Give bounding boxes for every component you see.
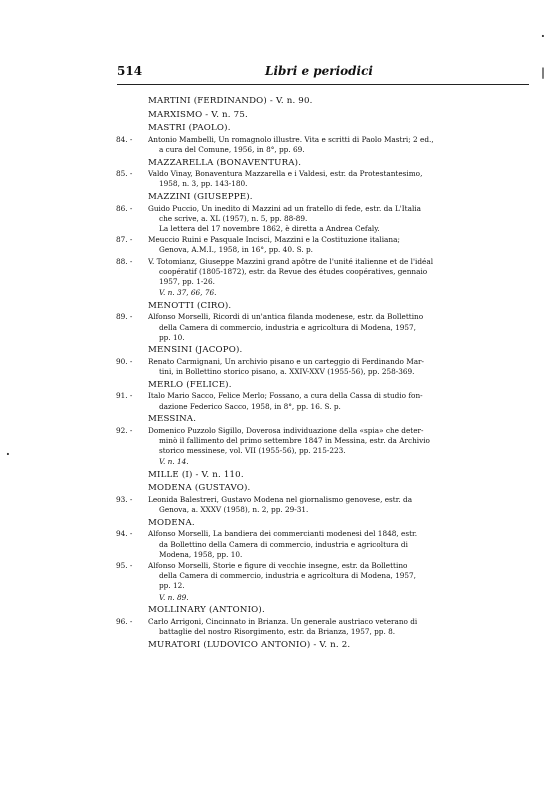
subject-heading: MERLO (FELICE). bbox=[148, 379, 232, 390]
entry-line: Renato Carmignani, Un archivio pisano e un carteggio di Ferdinando Mar- bbox=[148, 356, 425, 366]
page-number: 514 bbox=[117, 64, 143, 78]
entry-number: 92. - bbox=[116, 425, 133, 435]
entry-line: della Camera di commercio, industria e agricoltura di Modena, 1957, bbox=[159, 571, 416, 581]
subject-heading: MILLE (I) - V. n. 110. bbox=[148, 469, 244, 480]
entry-number: 86. - bbox=[116, 203, 133, 213]
bibliography-entry bbox=[116, 312, 531, 343]
entry-number: 87. - bbox=[116, 235, 133, 245]
subject-heading: MENSINI (JACOPO). bbox=[148, 345, 243, 356]
subject-heading: MENOTTI (CIRO). bbox=[148, 300, 232, 311]
bibliography-entry bbox=[116, 560, 531, 592]
entry-number: 95. - bbox=[116, 560, 133, 570]
entry-line: a cura del Comune, 1956, in 8°, pp. 69. bbox=[159, 144, 305, 154]
entry-line: Leonida Balestreri, Gustavo Modena nel giornalismo genovese, estr. da bbox=[148, 494, 413, 504]
subject-heading: MARXISMO - V. n. 75. bbox=[148, 109, 248, 120]
margin-mark: · bbox=[541, 30, 545, 43]
entry-line: Modena, 1958, pp. 10. bbox=[159, 549, 243, 559]
entry-number: 96. - bbox=[116, 616, 133, 626]
entry-line: Genova, a. XXXV (1958), n. 2, pp. 29-31. bbox=[159, 505, 309, 515]
entry-line: 1957, pp. 1-26. bbox=[159, 276, 215, 286]
entry-line: Domenico Puzzolo Sigillo, Doverosa individuazione della «spia» che deter- bbox=[148, 425, 424, 435]
bibliography-list bbox=[0, 94, 550, 651]
entry-number: 91. - bbox=[116, 391, 133, 401]
bibliography-entry bbox=[116, 616, 531, 637]
margin-mark: | bbox=[541, 66, 546, 79]
entry-number: 94. - bbox=[116, 529, 133, 539]
entry-number: 89. - bbox=[116, 312, 133, 322]
entry-line: della Camera di commercio, industria e agricoltura di Modena, 1957, bbox=[159, 322, 416, 332]
header-rule bbox=[117, 84, 529, 85]
cross-reference: V. n. 14. bbox=[159, 457, 189, 467]
cross-reference: V. n. 37, 66, 76. bbox=[159, 288, 217, 298]
subject-heading: MAZZINI (GIUSEPPE). bbox=[148, 191, 253, 202]
subject-heading: MESSINA. bbox=[148, 414, 197, 425]
entry-line: Valdo Vinay, Bonaventura Mazzarella e i Valdesi, estr. da Protestantesimo, bbox=[148, 169, 423, 179]
subject-heading: MAZZARELLA (BONAVENTURA). bbox=[148, 157, 302, 168]
margin-mark: · bbox=[6, 448, 10, 461]
entry-line: Alfonso Morselli, La bandiera dei commercianti modenesi del 1848, estr. bbox=[148, 529, 418, 539]
entry-line: tini, in Bollettino storico pisano, a. XXIV-XXV (1955-56), pp. 258-369. bbox=[159, 367, 415, 377]
entry-line: storico messinese, vol. VII (1955-56), pp. 215-223. bbox=[159, 446, 346, 456]
running-title: Libri e periodici bbox=[265, 64, 373, 78]
entry-line: Italo Mario Sacco, Felice Merlo; Fossano, a cura della Cassa di studio fon- bbox=[148, 391, 423, 401]
bibliography-entry bbox=[116, 203, 531, 235]
bibliography-entry bbox=[116, 134, 531, 155]
entry-line: da Bollettino della Camera di commercio, industria e agricoltura di bbox=[159, 539, 408, 549]
entry-number: 88. - bbox=[116, 256, 133, 266]
cross-reference: V. n. 89. bbox=[159, 592, 189, 602]
bibliography-entry bbox=[116, 425, 531, 457]
entry-line: che scrive, a. XL (1957), n. 5, pp. 88-89. bbox=[159, 213, 308, 223]
bibliography-entry bbox=[116, 529, 531, 560]
bibliography-entry bbox=[116, 256, 531, 288]
page-header bbox=[117, 64, 529, 80]
entry-line: Carlo Arrigoni, Cincinnato in Brianza. Un generale austriaco veterano di bbox=[148, 616, 418, 626]
entry-line: Genova, A.M.I., 1958, in 16°, pp. 40. S. p. bbox=[159, 245, 313, 255]
entry-line: La lettera del 17 novembre 1862, è diretta a Andrea Cefaly. bbox=[159, 223, 380, 233]
entry-line: Meuccio Ruini e Pasquale Incisci, Mazzini e la Costituzione italiana; bbox=[148, 235, 400, 245]
subject-heading: MASTRI (PAOLO). bbox=[148, 123, 231, 134]
subject-heading: MARTINI (FERDINANDO) - V. n. 90. bbox=[148, 96, 313, 107]
entry-number: 85. - bbox=[116, 169, 133, 179]
entry-line: V. Totomianz, Giuseppe Mazzini grand apôtre de l'unité italienne et de l'idéal bbox=[148, 256, 434, 266]
bibliography-entry bbox=[116, 169, 531, 189]
entry-number: 90. - bbox=[116, 356, 133, 366]
entry-line: minò il fallimento del primo settembre 1847 in Messina, estr. da Archivio bbox=[159, 435, 430, 445]
subject-heading: MODENA. bbox=[148, 517, 195, 528]
subject-heading: MURATORI (LUDOVICO ANTONIO) - V. n. 2. bbox=[148, 639, 351, 650]
entry-line: coopératif (1805-1872), estr. da Revue des études coopératives, gennaio bbox=[159, 266, 428, 276]
entry-line: battaglie del nostro Risorgimento, estr. da Brianza, 1957, pp. 8. bbox=[159, 626, 396, 636]
entry-line: pp. 10. bbox=[159, 332, 185, 342]
bibliography-entry bbox=[116, 494, 531, 515]
bibliography-entry bbox=[116, 391, 531, 411]
entry-line: dazione Federico Sacco, 1958, in 8°, pp. 16. S. p. bbox=[159, 401, 341, 411]
entry-line: 1958, n. 3, pp. 143-180. bbox=[159, 179, 248, 189]
entry-line: pp. 12. bbox=[159, 581, 185, 591]
entry-line: Alfonso Morselli, Storie e figure di vecchie insegne, estr. da Bollettino bbox=[148, 560, 408, 570]
subject-heading: MODENA (GUSTAVO). bbox=[148, 483, 251, 494]
bibliography-entry bbox=[116, 356, 531, 377]
entry-line: Antonio Mambelli, Un romagnolo illustre. Vita e scritti di Paolo Mastri; 2 ed., bbox=[148, 134, 434, 144]
entry-line: Guido Puccio, Un inedito di Mazzini ad un fratello di fede, estr. da L'Italia bbox=[148, 203, 421, 213]
bibliography-entry bbox=[116, 235, 531, 255]
subject-heading: MOLLINARY (ANTONIO). bbox=[148, 605, 265, 616]
entry-number: 84. - bbox=[116, 134, 133, 144]
entry-number: 93. - bbox=[116, 494, 133, 504]
entry-line: Alfonso Morselli, Ricordi di un'antica filanda modenese, estr. da Bollettino bbox=[148, 312, 424, 322]
